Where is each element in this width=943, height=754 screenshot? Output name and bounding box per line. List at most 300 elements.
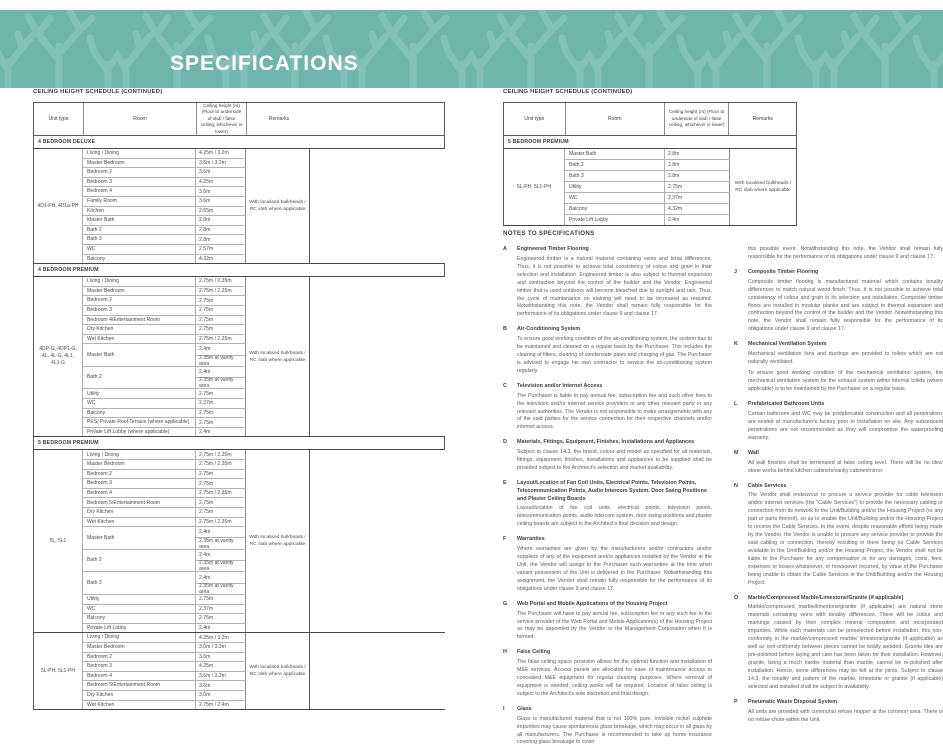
unit-type-group	[33, 633, 445, 710]
height-cell	[665, 160, 730, 170]
table-row	[83, 489, 246, 499]
height-value: 2.4m	[668, 217, 680, 223]
height-value: 2.8m	[199, 227, 211, 234]
room-cell: Master Bath	[83, 344, 196, 366]
note-id: H	[503, 649, 507, 656]
room-cell: Bath 2	[83, 367, 196, 389]
note-title: Warranties	[517, 536, 545, 543]
height-value: 2.75m	[199, 509, 214, 516]
height-cell	[665, 193, 730, 203]
room-cell: Master Bedroom	[83, 287, 196, 296]
height-cell	[196, 489, 246, 498]
note-paragraph: Where warranties are given by the manufacturers and/or contractors and/or suppliers of any of the equipment and/or appliances installed by the Vendor at the Unit, the Vendor will assign to the Purchaser such warranties at the time when vacant possession of the Unit is delivered to the Purchaser. Notwithstanding this assignment, the Vendor shall remain fully responsible for the performance of its obligations under clause 9 and clause 17.	[517, 546, 712, 592]
note-paragraphs	[748, 604, 943, 691]
table-row	[83, 550, 246, 573]
table-row	[83, 595, 246, 605]
table-row	[83, 325, 246, 335]
height-value: 3.6m / 3.2m	[199, 673, 226, 680]
note-paragraph: The Purchaser will have to pay annual fee, subscription fee or any such fee to the service provider of the Web Portal and Mobile Application(s) of the Housing Project as may be appointed by the Vendor or the Management Corporation when it is formed.	[517, 610, 712, 641]
room-rows	[83, 633, 246, 709]
height-cell	[196, 701, 246, 710]
note-title: Cable Services	[748, 482, 787, 489]
column-header-room: Room	[84, 103, 197, 135]
note-paragraph: Engineered timber is a natural material containing veins and tonal differences. Thus, it is not possible to achieve total consistency of colour and grain in their selection and installation. Engineered timber is also subject to thermal expansion and contraction beyond the control of the builder and the Vendor. Engineered timber that is used outdoors will become bleached due to sunlight and rain. Thus, the cycle of maintenance on staining will need to be increased as required. Notwithstanding this note, the Vendor shall remain fully responsible for the performance of its obligations under clause 9 and clause 17.	[517, 255, 712, 318]
table-header-row	[503, 102, 797, 136]
height-cell	[196, 255, 246, 264]
height-value: 2.75m / 2.35m	[199, 288, 232, 295]
table-row	[83, 672, 246, 682]
room-cell: Master Bath	[83, 527, 196, 549]
height-value: 2.75m	[199, 499, 214, 506]
note-paragraphs	[748, 492, 943, 587]
height-cell	[196, 681, 246, 690]
note-id: L	[734, 401, 738, 408]
table-row	[83, 518, 246, 528]
height-value: 2.35m at vanity area	[196, 537, 245, 548]
table-row	[83, 235, 246, 245]
note-item	[503, 383, 712, 433]
room-cell: Bath 2	[83, 550, 196, 572]
height-value: 4.25m	[199, 179, 214, 186]
note-id: G	[503, 600, 508, 607]
height-value: 2.75m	[199, 419, 214, 426]
unit-type-group	[33, 450, 445, 633]
height-value: 2.75m / 2.35m	[199, 451, 232, 458]
note-paragraphs	[748, 411, 943, 443]
height-cell	[196, 207, 246, 216]
note-paragraph: To ensure good working condition of the air-conditioning system, the system has to be maintained and cleaned on a regular basis by the Purchaser. This includes the clearing of filters, clearing of condensate pipes and charging of gas. The Purchaser is advised to engage his own contractor to service the air-conditioning system regularly.	[517, 336, 712, 374]
table-row	[83, 149, 246, 159]
room-cell: Utility	[83, 389, 196, 398]
height-cell	[196, 168, 246, 177]
table-row	[83, 399, 246, 409]
note-item	[734, 483, 943, 588]
height-cell	[196, 296, 246, 305]
column-header-unit-type: Unit type	[34, 103, 84, 135]
table-row	[83, 498, 246, 508]
note-id: B	[503, 326, 507, 333]
height-cell	[196, 428, 246, 437]
note-title: Engineered Timber Flooring	[517, 246, 589, 252]
table-row	[83, 168, 246, 178]
section-groups	[33, 277, 445, 437]
column-header-room: Room	[566, 103, 665, 135]
table-spacer	[310, 277, 445, 436]
room-cell: Master Bedroom	[83, 159, 196, 168]
note-items	[734, 269, 943, 725]
note-paragraphs	[517, 336, 712, 376]
note-paragraph: Subject to clause 14.3, the brand, colour and model as specified for all materials, fittings, equipment, finishes, installations and appliances to be supplied shall be provided subject to the Architect's selection and market availability.	[517, 449, 712, 472]
note-paragraph: To ensure good working condition of the mechanical ventilation system, the mechanical ventilation system for the exhaust system within internal toilets (where applicable) is to be maintained by the Purchaser on a regular basis.	[748, 370, 943, 393]
height-cell	[196, 367, 246, 389]
height-value: 2.75m / 2.4m	[199, 701, 229, 708]
height-cell	[196, 409, 246, 418]
height-value: 2.8m	[199, 236, 211, 243]
height-cell	[196, 399, 246, 408]
height-value: 2.4m	[199, 529, 211, 536]
column-header-ceiling-height: Ceiling height (m) (Floor to underside of slab / false ceiling, whichever is lower)	[197, 103, 247, 135]
remarks-cell: With localised bulkheads / RC slab where applicable	[246, 450, 310, 632]
room-cell: Living / Dining	[83, 149, 196, 158]
table-row	[83, 527, 246, 550]
height-value: 3.6m	[199, 169, 211, 176]
note-item	[503, 246, 712, 319]
ceiling-height-schedule-left	[33, 89, 445, 710]
height-cell	[196, 624, 246, 633]
note-id: A	[503, 246, 507, 252]
room-rows	[83, 450, 246, 632]
height-value: 4.32m	[668, 206, 683, 212]
note-paragraph: The Purchaser is liable to pay annual fee, subscription fee and such other fees to the television and/or internet service providers or any other relevant party or any relevant authorities. The Vendor is not responsible to make arrangements with any of the said parties for the service connection for their respective channels and/or internet access.	[517, 392, 712, 431]
note-paragraphs	[517, 505, 712, 529]
table-spacer	[310, 633, 445, 709]
note-continuation-paragraph: this possible event. Notwithstanding this note, the Vendor shall remain fully responsible for the performance of its obligations under clause 9 and clause 17.	[748, 246, 943, 260]
height-cell	[196, 633, 246, 642]
height-cell	[196, 662, 246, 671]
height-value: 2.75m / 2.35m	[199, 278, 232, 285]
room-cell: Kitchen	[83, 207, 196, 216]
table-row	[565, 204, 730, 215]
remarks-cell: With localised bulkheads / RC slab where applicable	[730, 149, 797, 225]
height-cell	[196, 235, 246, 244]
note-item	[734, 401, 943, 443]
note-id: M	[734, 449, 739, 456]
height-cell	[196, 316, 246, 325]
note-paragraph: Marble/compressed marble/limestone/granite (if applicable) are natural stone materials containing veins with tonality differences. There will be colour and markings caused by their complex mineral composition and incorporated impurities. While such materials can be preselected before installation, this non-conformity in the marble/compressed marble/ limestone/granite (if applicable) as well as non-uniformity between pieces cannot be totally avoided. Granite tiles are pre-polished before laying and care has been taken for their installation. However, granite, being a much harder material than marble, cannot be re-polished after installation. Hence, some differences may be felt at the joints. Subject to clause 14.3, the tonality and pattern of the marble, limestone or granite (if applicable) selected and installed shall be subject to availability.	[748, 604, 943, 690]
room-cell: Bedroom 2	[83, 168, 196, 177]
note-title: Mechanical Ventilation System	[748, 341, 827, 348]
table-row	[565, 160, 730, 171]
room-cell: Private Lift Lobby	[565, 215, 665, 225]
height-value: 4.25m	[199, 663, 214, 670]
table-row	[83, 335, 246, 345]
room-cell: Utility	[83, 595, 196, 604]
schedule-heading: CEILING HEIGHT SCHEDULE (CONTINUED)	[33, 89, 163, 95]
note-paragraph: Mechanical ventilation fans and ductings are provided to toilets which are not naturally ventilated.	[748, 351, 943, 366]
note-title: Wall	[748, 449, 759, 456]
unit-type-cell: 4DP-G, 4DP1-G, 4L, 4L-G, 4L1, 4L1-G	[33, 277, 83, 436]
note-paragraphs	[517, 546, 712, 594]
room-rows	[565, 149, 730, 225]
height-cell	[196, 216, 246, 225]
height-cell	[196, 389, 246, 398]
note-title: Glass	[517, 705, 532, 712]
height-value: 3.6m / 3.2m	[199, 644, 226, 651]
note-paragraph: The false ceiling space provision allows for the optimal function and installation of M&E services. Access panels are allocated for ease of maintenance access to concealed M&E equipment for regular cleaning purposes. Where removal of equipment is needed, ceiling works will be required. Location of false ceiling is subject to the Architect's sole discretion and final design.	[517, 659, 712, 697]
tree-pattern-art	[0, 10, 943, 88]
note-id: P	[734, 698, 738, 705]
room-cell: Dry Kitchen	[83, 691, 196, 700]
height-value: 2.75m	[199, 470, 214, 477]
room-cell: Bath 2	[83, 226, 196, 235]
unit-type-cell: 5L, 5L1	[33, 450, 83, 632]
note-id: E	[503, 480, 507, 486]
height-cell	[196, 149, 246, 158]
height-cell	[196, 450, 246, 459]
height-value: 3.6m	[199, 188, 211, 195]
room-cell: Living / Dining	[83, 450, 196, 459]
height-value: 4.25m / 3.2m	[199, 634, 229, 641]
remarks-cell: With localised bulkheads / RC slab where applicable	[246, 633, 310, 709]
height-cell	[196, 605, 246, 614]
note-items	[503, 246, 712, 747]
table-row	[83, 450, 246, 460]
height-value: 2.35m at vanity area	[196, 583, 245, 594]
height-cell	[665, 204, 730, 214]
page-banner	[0, 10, 943, 88]
section-groups	[33, 149, 445, 264]
note-paragraphs	[517, 256, 712, 320]
height-cell	[196, 691, 246, 700]
height-value: 2.4m	[199, 429, 211, 436]
table-row	[83, 662, 246, 672]
table-row	[565, 215, 730, 225]
note-title: Television and/or Internet Access	[517, 382, 603, 389]
room-cell: Bedroom 2	[83, 653, 196, 662]
height-cell	[665, 182, 730, 192]
page-title: SPECIFICATIONS	[170, 52, 359, 75]
room-cell: Wet Kitchen	[83, 335, 196, 344]
room-cell: Bedroom 3	[83, 178, 196, 187]
note-id: D	[503, 439, 507, 446]
height-value: 3.6m	[199, 653, 211, 660]
height-value: 2.37m	[199, 605, 214, 612]
height-value: 3.6m	[199, 198, 211, 205]
height-cell	[196, 325, 246, 334]
height-cell	[196, 287, 246, 296]
table-row	[83, 681, 246, 691]
note-id: C	[503, 382, 507, 389]
room-cell: Master Bath	[565, 149, 665, 159]
height-value: 2.4m	[199, 625, 211, 632]
room-cell: WC	[565, 193, 665, 203]
table-row	[565, 182, 730, 193]
room-cell: Master Bedroom	[83, 460, 196, 469]
table-row	[83, 226, 246, 236]
height-value: 2.75m / 2.35m	[199, 490, 232, 497]
height-value: 2.35m at vanity area	[196, 377, 245, 388]
note-paragraph: All wall finishes shall be terminated at false ceiling level. There will be no tiles/ stone works behind kitchen cabinets/vanity cabinet/mirror.	[748, 459, 943, 474]
room-cell: Balcony	[565, 204, 665, 214]
height-value: 2.57m	[199, 246, 214, 253]
note-item	[734, 450, 943, 476]
room-cell: Wet Kitchen	[83, 518, 196, 527]
table-header-row	[33, 102, 445, 136]
note-item	[503, 439, 712, 473]
room-cell: Wet Kitchen	[83, 701, 196, 710]
table-row	[83, 479, 246, 489]
height-cell	[196, 159, 246, 168]
table-row	[83, 316, 246, 326]
note-title: False Ceiling	[517, 649, 551, 656]
height-cell	[196, 226, 246, 235]
note-id: N	[734, 482, 738, 489]
unit-type-cell: 5L-PH, 5L1-PH	[503, 149, 565, 225]
height-value: 4.32m	[199, 255, 214, 262]
section-groups	[33, 450, 445, 710]
height-value: 2.4m	[199, 369, 211, 376]
table-row	[83, 701, 246, 710]
table-row	[83, 428, 246, 437]
height-cell	[196, 335, 246, 344]
unit-type-group	[503, 149, 797, 226]
room-cell: Balcony	[83, 614, 196, 623]
table-row	[83, 306, 246, 316]
notes-heading: NOTES TO SPECIFICATIONS	[503, 230, 595, 237]
section-bar: 4 BEDROOM DELUXE	[33, 136, 445, 149]
note-paragraph: Layout/location of fan coil units, electrical points, television points, telecommunication points, audio intercom system, door swing positions and plaster ceiling boards are subject to the Architect's final decision and design.	[517, 505, 712, 528]
unit-type-group	[33, 149, 445, 264]
note-item	[734, 595, 943, 692]
table-row	[83, 643, 246, 653]
note-item	[503, 706, 712, 748]
height-cell	[196, 277, 246, 286]
table-sections	[503, 136, 797, 226]
note-title: Prefabricated Bathroom Units	[748, 401, 825, 408]
height-cell	[196, 418, 246, 427]
height-cell	[196, 572, 246, 594]
column-header-unit-type: Unit type	[504, 103, 566, 135]
section-bar: 5 BEDROOM PREMIUM	[503, 136, 797, 149]
note-paragraph: Composite timber flooring is manufactured material which contains tonality differences to match natural wood finish. Thus, it is not possible to achieve total consistency of colour and grain in its selection and installation. Composite timber floors are installed in modular planks and are subject to thermal expansion and contraction beyond the control of the builder and the Vendor. Notwithstanding this note, the Vendor shall remain fully responsible for the performance of its obligations under clause 9 and clause 17.	[748, 278, 943, 333]
height-cell	[196, 614, 246, 623]
room-cell: Dry Kitchen	[83, 508, 196, 517]
height-cell	[665, 149, 730, 159]
height-value: 2.75m	[199, 307, 214, 314]
room-cell: WC	[83, 245, 196, 254]
unit-type-group	[33, 277, 445, 437]
note-paragraph: All units are provided with communal refuse hopper at the common area. There is no refuse chute within the Unit.	[748, 708, 943, 723]
table-row	[83, 691, 246, 701]
column-header-remarks: Remarks	[268, 115, 290, 122]
room-cell: Bedroom 3	[83, 479, 196, 488]
note-id: K	[734, 341, 738, 348]
note-item	[503, 649, 712, 699]
table-row	[83, 460, 246, 470]
room-cell: Bedroom 3	[83, 662, 196, 671]
height-value: 2.75m / 2.35m	[199, 335, 232, 342]
note-paragraph: Glass is manufactured material that is not 100% pure. Invisible nickel sulphide impurities may cause spontaneous glass breakage, which may occur in all glass by all manufacturers. The Purchaser is recommended to take up home insurance covering glass breakage to cover	[517, 715, 712, 746]
note-id: J	[734, 268, 737, 275]
table-row	[83, 255, 246, 264]
height-cell	[196, 527, 246, 549]
table-row	[83, 409, 246, 419]
table-row	[83, 367, 246, 390]
note-title: Air-Conditioning System	[517, 326, 581, 333]
room-cell: Bedroom 5/Entertainment Room	[83, 681, 196, 690]
table-row	[83, 508, 246, 518]
table-row	[83, 418, 246, 428]
note-item	[734, 269, 943, 334]
table-row	[83, 605, 246, 615]
table-row	[565, 171, 730, 182]
height-cell	[196, 518, 246, 527]
table-row	[83, 245, 246, 255]
room-cell: Master Bedroom	[83, 643, 196, 652]
table-row	[83, 287, 246, 297]
height-value: 2.75m	[199, 480, 214, 487]
height-cell	[196, 306, 246, 315]
room-cell: Private Lift Lobby	[83, 624, 196, 633]
section-groups	[503, 149, 797, 226]
height-value: 2.75m / 2.35m	[199, 518, 232, 525]
table-row	[83, 624, 246, 633]
height-value: 2.75m	[199, 297, 214, 304]
room-cell: WC	[83, 605, 196, 614]
table-row	[83, 614, 246, 624]
room-cell: Balcony	[83, 409, 196, 418]
height-value: 4.25m / 3.2m	[199, 150, 229, 157]
height-cell	[196, 245, 246, 254]
height-value: 2.35m at vanity area	[196, 560, 245, 571]
height-cell	[196, 653, 246, 662]
room-cell: Bedroom 5/Entertainment Room	[83, 498, 196, 507]
section-bar: 5 BEDROOM PREMIUM	[33, 437, 445, 450]
room-cell: Bedroom 4	[83, 187, 196, 196]
room-cell: Dry Kitchen	[83, 325, 196, 334]
table-row	[565, 193, 730, 204]
height-value: 2.75m	[199, 596, 214, 603]
note-item	[503, 601, 712, 643]
height-value: 2.75m	[199, 409, 214, 416]
note-paragraph: The Vendor shall endeavour to procure a service provider for cable television and/or internet services (the "Cable Services") to provide the necessary cabling or connection from its network to the Unit/Building and/or the Housing Project (or any part or parts thereof), so as to enable the Unit/Building and/or the Housing Project to receive the Cable Services. In the event, despite reasonable efforts being made by the Vendor, the Vendor is unable to procure any service provider to provide the said cabling or connection, thereby resulting in there being no Cable Services available in the Unit/Building and/or the Housing Project, the Vendor shall not be liable to the Purchaser for any compensation or for any damages, costs, fees, expenses or losses whatsoever, or howsoever incurred, by virtue of the Purchaser being unable to obtain the Cable Services in the Unit/Building and/or the Housing Project.	[748, 492, 943, 586]
table-row	[83, 633, 246, 643]
height-cell	[196, 498, 246, 507]
height-value: 2.4m	[199, 551, 211, 558]
room-cell: Bath 2	[565, 160, 665, 170]
unit-type-cell: 5L-PH, 5L1-PH	[33, 633, 83, 709]
note-item	[734, 699, 943, 725]
room-cell: Bedroom 4	[83, 489, 196, 498]
room-cell: WC	[83, 399, 196, 408]
height-cell	[196, 672, 246, 681]
note-item	[503, 326, 712, 376]
height-cell	[196, 178, 246, 187]
room-cell: Bedroom 4/Entertainment Room	[83, 316, 196, 325]
height-value: 2.75m	[199, 326, 214, 333]
room-cell: Bedroom 2	[83, 296, 196, 305]
height-value: 2.75m	[668, 184, 683, 190]
room-cell: Bath 3	[565, 171, 665, 181]
height-value: 2.4m	[199, 574, 211, 581]
note-title: Composite Timber Flooring	[748, 268, 819, 275]
height-cell	[665, 171, 730, 181]
notes-column	[734, 246, 943, 754]
height-value: 2.35m at vanity area	[196, 355, 245, 366]
note-id: I	[503, 705, 505, 712]
note-title: Marble/Compressed Marble/Limestone/Granite (if applicable)	[748, 594, 904, 601]
room-cell: PES/ Private Roof Terrace (where applicable)	[83, 418, 196, 427]
height-cell	[196, 643, 246, 652]
note-item	[734, 341, 943, 394]
height-cell	[665, 215, 730, 225]
note-title: Materials, Fittings, Equipment, Finishes, Installations and Appliances	[517, 439, 695, 446]
note-title: Layout/Location of Fan Coil Units, Electrical Points, Television Points, Telecommunication Points, Audio Intercom System, Door Swing Positions and Plaster Ceiling Boards	[517, 480, 707, 502]
schedule-heading: CEILING HEIGHT SCHEDULE (CONTINUED)	[503, 89, 633, 95]
table-row	[83, 389, 246, 399]
height-value: 3.6m	[199, 682, 211, 689]
room-cell: Living / Dining	[83, 633, 196, 642]
room-cell: Bedroom 2	[83, 470, 196, 479]
section-bar: 4 BEDROOM PREMIUM	[33, 264, 445, 277]
height-cell	[196, 479, 246, 488]
height-cell	[196, 197, 246, 206]
note-paragraphs	[517, 393, 712, 433]
table-spacer	[310, 450, 445, 632]
room-cell: Bath 3	[83, 235, 196, 244]
note-paragraphs	[748, 279, 943, 335]
height-cell	[196, 187, 246, 196]
